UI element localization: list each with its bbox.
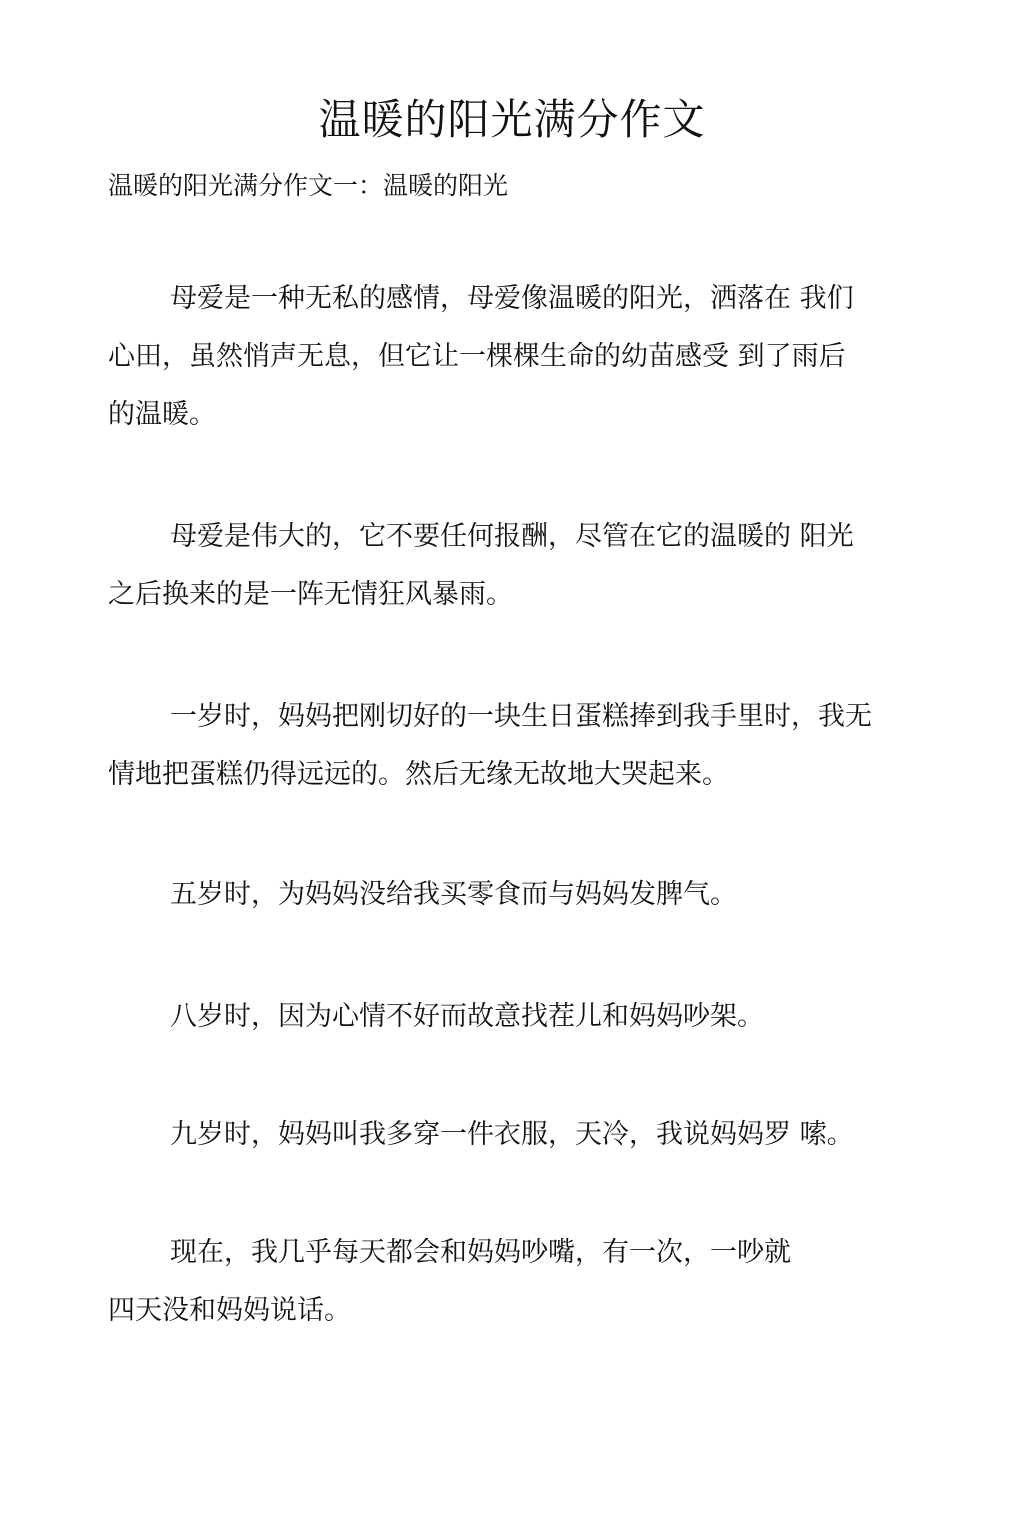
paragraph-line: 情地把蛋糕仍得远远的。然后无缘无故地大哭起来。 bbox=[108, 759, 729, 790]
paragraph-1 bbox=[108, 270, 928, 444]
paragraph-line: 五岁时，为妈妈没给我买零食而与妈妈发脾气。 bbox=[170, 879, 737, 910]
document-title: 温暖的阳光满分作文 bbox=[318, 95, 706, 144]
paragraph-3 bbox=[108, 688, 928, 804]
paragraph-line: 现在，我几乎每天都会和妈妈吵嘴，有一次，一吵就 bbox=[170, 1237, 791, 1268]
paragraph-line: 八岁时，因为心情不好而故意找茬儿和妈妈吵架。 bbox=[170, 1001, 764, 1032]
paragraph-line: 之后换来的是一阵无情狂风暴雨。 bbox=[108, 579, 513, 610]
paragraph-line: 一岁时，妈妈把刚切好的一块生日蛋糕捧到我手里时，我无 bbox=[170, 701, 872, 732]
paragraph-4 bbox=[108, 866, 928, 924]
paragraph-line: 四天没和妈妈说话。 bbox=[108, 1295, 351, 1326]
paragraph-7 bbox=[108, 1224, 928, 1340]
paragraph-6 bbox=[108, 1106, 928, 1164]
document-subtitle: 温暖的阳光满分作文一：温暖的阳光 bbox=[108, 171, 509, 200]
paragraph-5 bbox=[108, 988, 928, 1046]
paragraph-line: 母爱是伟大的，它不要任何报酬，尽管在它的温暖的 阳光 bbox=[170, 521, 854, 552]
paragraph-2 bbox=[108, 508, 928, 624]
paragraph-line: 九岁时，妈妈叫我多穿一件衣服，天冷，我说妈妈罗 嗦。 bbox=[170, 1119, 854, 1150]
paragraph-line: 母爱是一种无私的感情，母爱像温暖的阳光，洒落在 我们 bbox=[170, 283, 854, 314]
paragraph-line: 的温暖。 bbox=[108, 399, 216, 430]
paragraph-line: 心田，虽然悄声无息，但它让一棵棵生命的幼苗感受 到了雨后 bbox=[108, 341, 846, 372]
